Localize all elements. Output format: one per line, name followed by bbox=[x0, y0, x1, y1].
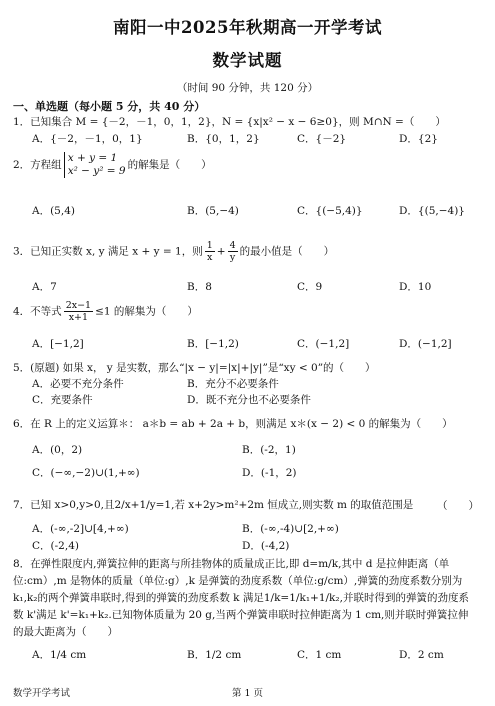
q1-option-d: D．{2} bbox=[399, 133, 438, 145]
q3-suffix: 的最小值是（ ） bbox=[239, 245, 335, 258]
q8-option-a: A．1/4 cm bbox=[32, 649, 87, 661]
footer-subject: 数学开学考试 bbox=[13, 688, 71, 699]
section-heading: 一、单选题（每小题 5 分，共 40 分） bbox=[13, 100, 206, 113]
q1-option-a: A．{－2，－1，0，1} bbox=[32, 133, 143, 145]
q2-prefix: 2．方程组 bbox=[13, 159, 62, 171]
q5-option-d: D．既不充分也不必要条件 bbox=[187, 394, 311, 406]
q2-eq2: x² − y² = 9 bbox=[67, 165, 126, 177]
q1-option-b: B．{0，1，2} bbox=[187, 133, 260, 145]
q3-f2-num: 4 bbox=[229, 240, 236, 251]
question-4-stem bbox=[13, 300, 483, 323]
q5-option-a: A．必要不充分条件 bbox=[32, 378, 124, 390]
q7-option-a: A．(-∞,-2]∪[4,+∞) bbox=[32, 523, 129, 535]
page-number: 第 1 页 bbox=[231, 688, 264, 699]
q7-option-b: B．(-∞,-4)∪[2,+∞) bbox=[242, 523, 339, 535]
q8-option-d: D．2 cm bbox=[399, 649, 444, 661]
q2-option-b: B．(5,−4) bbox=[187, 205, 239, 217]
q3-f1-num: 1 bbox=[206, 240, 213, 251]
question-1-stem: 1．已知集合 M = {－2，－1，0，1，2}，N = {x|x² − x − 6≥0}，则 M∩N =（ ） bbox=[13, 116, 446, 128]
q7-answer-paren: （ ） bbox=[437, 500, 479, 512]
q6-option-a: A．(0，2) bbox=[32, 444, 83, 456]
q3-option-d: D．10 bbox=[399, 281, 432, 293]
question-6-stem: 6．在 R 上的定义运算＊： a＊b = ab + 2a + b，则满足 x＊(x − 2) < 0 的解集为（ ） bbox=[13, 418, 453, 430]
q4-option-a: A．[−1,2] bbox=[32, 338, 84, 350]
q3-fraction-1 bbox=[205, 240, 215, 263]
q4-prefix: 4．不等式 bbox=[13, 305, 62, 318]
q3-fraction-2 bbox=[228, 240, 238, 263]
q5-option-b: B．充分不必要条件 bbox=[187, 378, 279, 390]
q4-option-d: D．(−1,2] bbox=[399, 338, 452, 350]
q3-f1-den: x bbox=[207, 252, 213, 263]
q2-option-d: D．{(5,−4)} bbox=[399, 205, 465, 217]
question-7-stem: 7．已知 x>0,y>0,且2/x+1/y=1,若 x+2y>m²+2m 恒成立,则实数 m 的取值范围是 bbox=[13, 499, 414, 511]
q1-option-c: C．{－2} bbox=[297, 133, 347, 145]
q2-equation-system bbox=[64, 152, 126, 178]
q4-fraction bbox=[64, 300, 93, 323]
q2-option-c: C．{(−5,4)} bbox=[297, 205, 363, 217]
q3-plus: + bbox=[216, 245, 226, 258]
q2-eq1: x + y = 1 bbox=[67, 152, 118, 164]
question-2-stem bbox=[13, 152, 483, 178]
question-3-stem bbox=[13, 240, 483, 263]
q4-f-den: x+1 bbox=[68, 312, 89, 323]
q2-suffix: 的解集是（ ） bbox=[127, 159, 212, 171]
question-8-stem: 8．在弹性限度内,弹簧拉伸的距离与所挂物体的质量成正比,即 d=m/k,其中 d 是拉伸距离（单位:cm）,m 是物体的质量（单位:g）,k 是弹簧的劲度系数（单位:g/cm）,弹簧的劲度系数分别为 k₁,k₂的两个弹簧串联时,得到的弹簧的劲度系数 k 满足1/k=1/k₁+1/k₂,并联时得到的弹簧的劲度系数 k'满足 k'=k₁+k₂.已知物体质量为 20 g,当两个弹簧串联时拉伸距离为 1 cm,则并联时弹簧拉伸的最大距离为（ ） bbox=[13, 558, 469, 638]
q4-option-c: C．(−1,2] bbox=[297, 338, 350, 350]
q3-prefix: 3．已知正实数 x, y 满足 x + y = 1，则 bbox=[13, 245, 203, 258]
question-5-stem: 5．(原题) 如果 x， y 是实数，那么“|x − y|=|x|+|y|”是“xy < 0”的（ ） bbox=[13, 362, 376, 374]
q3-option-b: B．8 bbox=[187, 281, 212, 293]
q7-option-c: C．(-2,4) bbox=[32, 540, 79, 552]
q4-suffix: ≤1 的解集为（ ） bbox=[95, 305, 198, 318]
q3-f2-den: y bbox=[229, 252, 236, 263]
q6-option-b: B．(-2，1) bbox=[242, 444, 296, 456]
exam-subject: 数学试题 bbox=[212, 51, 283, 70]
q6-option-d: D．(-1，2) bbox=[242, 467, 297, 479]
q8-option-c: C．1 cm bbox=[297, 649, 342, 661]
exam-title: 南阳一中2025年秋期高一开学考试 bbox=[113, 18, 382, 37]
q6-option-c: C．(−∞,−2)∪(1,+∞) bbox=[32, 467, 140, 479]
exam-meta: （时间 90 分钟，共 120 分） bbox=[176, 82, 319, 94]
q5-option-c: C．充要条件 bbox=[32, 394, 93, 406]
q4-option-b: B．[−1,2) bbox=[187, 338, 239, 350]
q8-option-b: B．1/2 cm bbox=[187, 649, 242, 661]
q3-option-c: C．9 bbox=[297, 281, 323, 293]
q4-f-num: 2x−1 bbox=[65, 300, 92, 311]
q3-option-a: A．7 bbox=[32, 281, 57, 293]
q7-option-d: D．(-4,2) bbox=[242, 540, 290, 552]
q2-option-a: A．(5,4) bbox=[32, 205, 75, 217]
